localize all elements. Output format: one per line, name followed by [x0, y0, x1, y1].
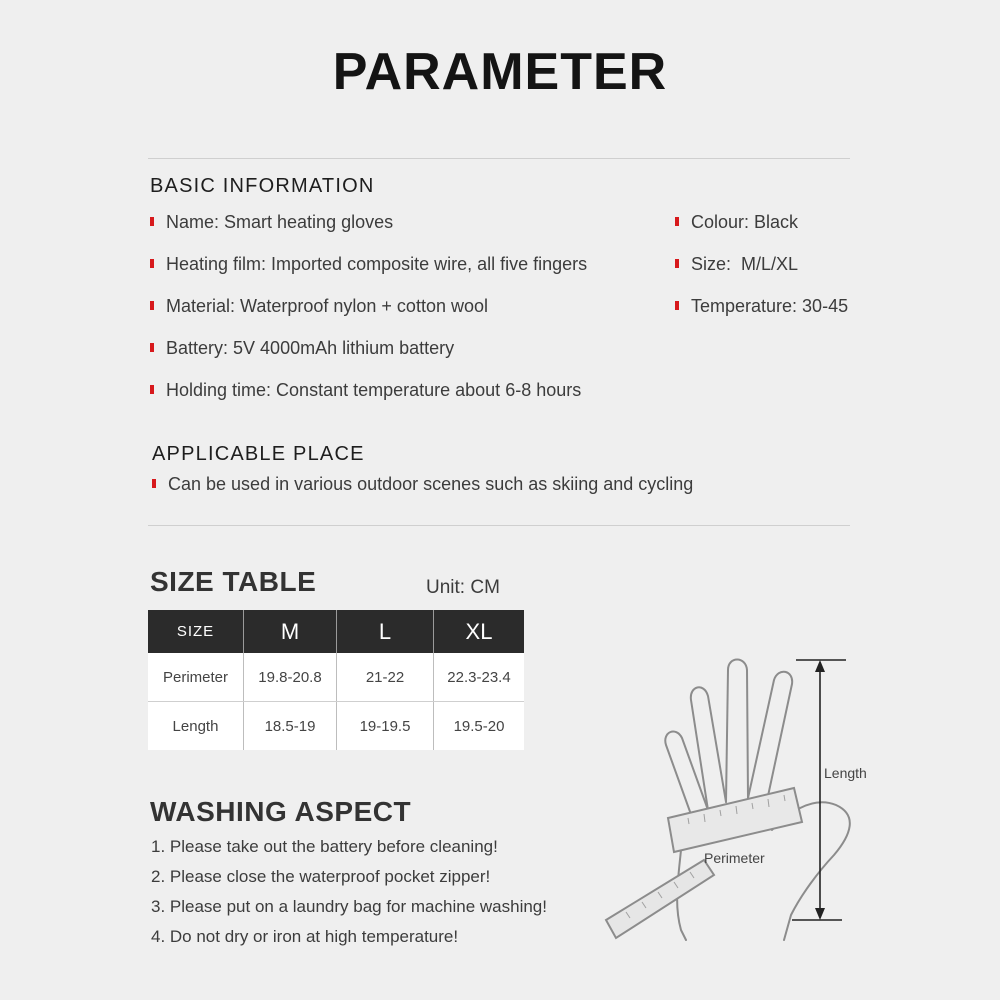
- red-bullet-icon: [675, 259, 679, 268]
- red-bullet-icon: [150, 343, 154, 352]
- basic-item-colour: Colour: Black: [675, 212, 798, 233]
- divider-middle: [148, 525, 850, 526]
- size-header: SIZE: [148, 610, 244, 653]
- washing-aspect-heading: WASHING ASPECT: [150, 796, 412, 827]
- red-bullet-icon: [150, 259, 154, 268]
- red-bullet-icon: [675, 217, 679, 226]
- length-arrow: [792, 660, 846, 920]
- table-cell: 19.8-20.8: [244, 653, 337, 702]
- size-table-header-row: [148, 610, 524, 653]
- size-table: [148, 610, 524, 750]
- page-title: PARAMETER: [332, 43, 668, 101]
- glove-measurement-diagram: [596, 650, 896, 950]
- basic-item-name: Name: Smart heating gloves: [150, 212, 393, 233]
- basic-item-heating-film: Heating film: Imported composite wire, all five fingers: [150, 254, 587, 275]
- table-cell: 21-22: [337, 653, 434, 702]
- table-cell: 19-19.5: [337, 702, 434, 751]
- red-bullet-icon: [150, 217, 154, 226]
- table-cell: 19.5-20: [453, 717, 505, 735]
- washing-item: 2. Please close the waterproof pocket zipper!: [151, 867, 491, 886]
- red-bullet-icon: [150, 301, 154, 310]
- basic-item-temperature: Temperature: 30-45: [675, 296, 848, 317]
- divider-top: [148, 158, 850, 159]
- table-cell: 18.5-19: [244, 702, 337, 751]
- unit-label: Unit: CM: [426, 577, 500, 598]
- glove-cuff: [668, 788, 802, 852]
- washing-item: 3. Please put on a laundry bag for machine washing!: [151, 897, 547, 916]
- table-row: [148, 702, 524, 751]
- applicable-place-heading: APPLICABLE PLACE: [152, 443, 365, 465]
- red-bullet-icon: [150, 385, 154, 394]
- basic-item-material: Material: Waterproof nylon + cotton wool: [150, 296, 488, 317]
- table-row: [148, 653, 524, 702]
- red-bullet-icon: [675, 301, 679, 310]
- basic-item-holding-time: Holding time: Constant temperature about 6-8 hours: [150, 380, 581, 401]
- row-label-length: Length: [148, 702, 244, 751]
- length-label: Length: [824, 765, 867, 781]
- row-label-perimeter: Perimeter: [148, 653, 244, 702]
- basic-item-battery: Battery: 5V 4000mAh lithium battery: [150, 338, 454, 359]
- applicable-place-item: Can be used in various outdoor scenes such as skiing and cycling: [152, 474, 693, 495]
- size-table-heading: SIZE TABLE: [150, 566, 317, 597]
- size-header-xl: XL: [434, 610, 525, 653]
- measuring-tape: [606, 860, 714, 938]
- basic-information-heading: BASIC INFORMATION: [150, 175, 375, 197]
- size-header-l: L: [337, 610, 434, 653]
- basic-item-size: Size: M/L/XL: [675, 254, 798, 275]
- washing-item: 4. Do not dry or iron at high temperature!: [151, 927, 459, 946]
- perimeter-label: Perimeter: [704, 850, 765, 866]
- size-header-m: M: [244, 610, 337, 653]
- red-bullet-icon: [152, 479, 156, 488]
- washing-item: 1. Please take out the battery before cleaning!: [151, 837, 498, 856]
- table-cell: 22.3-23.4: [434, 653, 525, 702]
